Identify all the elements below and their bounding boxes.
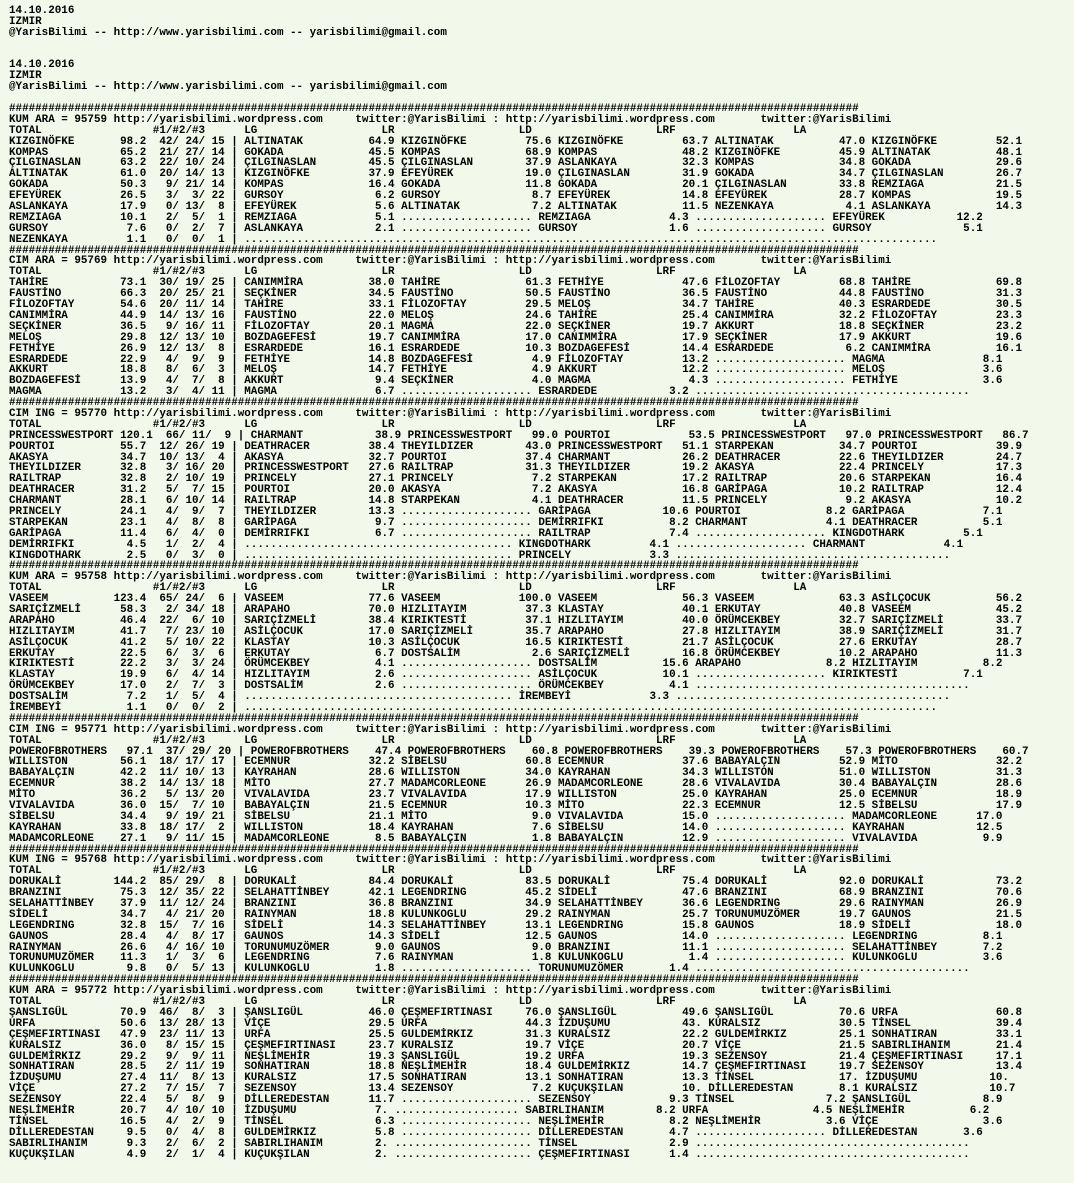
- text-line: KUM ARA = 95759 http://yarisbilimi.wordpress.com twitter:@YarisBilimi : http://yarisbilimi.wordpress.com twitter:@YarisBilimi: [9, 113, 892, 126]
- text-line: KUM ARA = 95758 http://yarisbilimi.wordpress.com twitter:@YarisBilimi : http://yarisbilimi.wordpress.com twitter:@YarisBilimi: [9, 571, 892, 584]
- text-line: KAYRAHAN 33.8 18/ 17/ 2 | WILLISTON 18.4 KAYRAHAN 7.6 SİBELSU 14.0 .................... KAYRAHAN 12.5: [9, 821, 1003, 834]
- text-line: ##################################################################################################################################: [9, 397, 859, 410]
- text-line: KUÇUKŞILAN 4.9 2/ 1/ 4 | KUÇUKŞILAN 2. ..................... ÇEŞMEFIRTINASI 1.4 ..........................................: [9, 1148, 970, 1161]
- text-line: KIRIKTESTİ 22.2 3/ 3/ 24 | ÖRÜMCEKBEY 4.1 .................... DOSTSALİM 15.6 ARAPAHO 8.2 HIZLITAYIM 8.2: [9, 658, 1003, 671]
- text-line: TOTAL #1/#2/#3 LG LR LD LRF LA: [9, 266, 807, 279]
- text-line: CIM ING = 95770 http://yarisbilimi.wordpress.com twitter:@YarisBilimi : http://yarisbilimi.wordpress.com twitter:@YarisBilimi: [9, 407, 892, 420]
- text-line: STARPEKAN 23.1 4/ 8/ 8 | GARİPAGA 9.7 .................... DEMİRRIFKI 8.2 CHARMANT 4.1 DEATHRACER 5.1: [9, 516, 1003, 529]
- text-line: ÇILGINASLAN 63.2 22/ 10/ 24 | ÇILGINASLAN 45.5 ÇILGINASLAN 37.9 ASLANKAYA 32.3 KOMPAS 34.8 GOKADA 29.6: [9, 157, 1022, 170]
- text-line: ÖRÜMCEKBEY 17.0 2/ 7/ 3 | DOSTSALİM 2.6 .................... ÖRÜMCEKBEY 4.1 ..........................................: [9, 680, 970, 693]
- text-line: TİNSEL 16.5 4/ 2/ 9 | TİNSEL 6.3 .................... NEŞLİMEHİR 8.2 NEŞLİMEHİR 3.6 VİÇE 3.6: [9, 1115, 1003, 1128]
- text-line: SELAHATTİNBEY 37.9 11/ 12/ 24 | BRANZINI 36.8 BRANZINI 34.9 SELAHATTİNBEY 36.6 LEGENDRING 29.6 RAINYMAN 26.9: [9, 898, 1022, 911]
- text-line: AKASYA 34.7 10/ 13/ 4 | AKASYA 32.7 POURTOI 37.4 CHARMANT 26.2 DEATHRACER 22.6 THEYILDIZER 24.7: [9, 451, 1022, 464]
- text-line: [9, 50, 1074, 61]
- text-line: TAHİRE 73.1 30/ 19/ 25 | CANIMMİRA 38.0 TAHİRE 61.3 FETHİYE 47.6 FİLOZOFTAY 68.8 TAHİRE 69.8: [9, 277, 1022, 290]
- text-line: VASEEM 123.4 65/ 24/ 6 | VASEEM 77.6 VASEEM 100.0 VASEEM 56.3 VASEEM 63.3 ASİLÇOCUK 56.2: [9, 593, 1022, 606]
- text-line: SARIÇİZMELİ 58.3 2/ 34/ 18 | ARAPAHO 70.0 HIZLITAYIM 37.3 KLASTAY 40.1 ERKUTAY 40.8 VASEEM 45.2: [9, 603, 1022, 616]
- text-line: CIM ING = 95771 http://yarisbilimi.wordpress.com twitter:@YarisBilimi : http://yarisbilimi.wordpress.com twitter:@YarisBilimi: [9, 723, 892, 736]
- text-line: TOTAL #1/#2/#3 LG LR LD LRF LA: [9, 865, 807, 878]
- text-line: MADAMCORLEONE 27.1 9/ 11/ 15 | MADAMCORLEONE 8.5 BABAYALÇIN 1.8 BABAYALÇIN 12.9 .................... VIVALAVIDA 9.9: [9, 832, 1003, 845]
- text-line: CHARMANT 28.1 6/ 10/ 14 | RAILTRAP 14.8 STARPEKAN 4.1 DEATHRACER 11.5 PRINCELY 9.2 AKASYA 10.2: [9, 495, 1022, 508]
- text-line: [9, 39, 1074, 50]
- text-line: LEGENDRING 32.8 15/ 7/ 16 | SİDELİ 14.3 SELAHATTİNBEY 13.1 LEGENDRING 15.8 GAUNOS 18.9 SİDELİ 18.0: [9, 919, 1022, 932]
- text-line: TOTAL #1/#2/#3 LG LR LD LRF LA: [9, 418, 807, 431]
- text-line: GULDEMİRKIZ 29.2 9/ 9/ 11 | NEŞLİMEHİR 19.3 ŞANSLIGÜL 19.2 URFA 19.3 SEZENSOY 21.4 ÇEŞMEFIRTINASI 17.1: [9, 1050, 1022, 1063]
- text-line: REMZIAGA 10.1 2/ 5/ 1 | REMZIAGA 5.1 .................... REMZIAGA 4.3 .................... EFEYÜREK 12.2: [9, 211, 983, 224]
- text-line: GARİPAGA 11.4 6/ 4/ 0 | DEMİRRIFKI 6.7 .................... RAILTRAP 7.4 .................... KINGDOTHARK 5.1: [9, 527, 983, 540]
- text-line: FAUSTİNO 66.3 20/ 25/ 21 | SEÇKİNER 34.5 FAUSTİNO 50.5 FAUSTİNO 36.5 FAUSTİNO 44.8 FAUSTİNO 31.3: [9, 288, 1022, 301]
- text-line: ŞANSLIGÜL 70.9 46/ 8/ 3 | ŞANSLIGÜL 46.0 ÇEŞMEFIRTINASI 76.0 ŞANSLIGÜL 49.6 ŞANSLIGÜL 70.6 URFA 60.8: [9, 1006, 1022, 1019]
- text-line: EFEYÜREK 26.5 3/ 3/ 22 | GURSOY 6.2 GURSOY 8.7 EFEYÜREK 14.8 EFEYÜREK 28.7 KOMPAS 19.5: [9, 190, 1022, 203]
- text-line: ASLANKAYA 17.9 0/ 13/ 8 | EFEYÜREK 5.6 ALTINATAK 7.2 ALTINATAK 11.5 NEZENKAYA 4.1 ASLANKAYA 14.3: [9, 201, 1022, 214]
- text-line: GURSOY 7.6 0/ 2/ 7 | ASLANKAYA 2.1 .................... GURSOY 1.6 .................... GURSOY 5.1: [9, 222, 983, 235]
- text-line: MAGMA 13.2 3/ 4/ 11 | MAGMA 6.7 .................... ESRARDEDE 3.2 ..........................................: [9, 386, 970, 399]
- text-line: PRINCELY 24.1 4/ 9/ 7 | THEYILDIZER 13.3 .................... GARİPAGA 10.6 POURTOI 8.2 GARİPAGA 7.1: [9, 505, 1003, 518]
- text-line: TOTAL #1/#2/#3 LG LR LD LRF LA: [9, 582, 807, 595]
- text-line: İREMBEYİ 1.1 0/ 0/ 2 | ..........................................................................................................: [9, 702, 938, 714]
- text-line: CANIMMİRA 44.9 14/ 13/ 16 | FAUSTİNO 22.0 MELOŞ 24.6 TAHİRE 25.4 CANIMMİRA 32.2 FİLOZOFTAY 23.3: [9, 309, 1022, 322]
- text-line: @YarisBilimi -- http://www.yarisbilimi.com -- yarisbilimi@gmail.com: [9, 81, 447, 94]
- text-line: ESRARDEDE 22.9 4/ 9/ 9 | FETHİYE 14.8 BOZDAGEFESİ 4.9 FİLOZOFTAY 13.2 .................... MAGMA 8.1: [9, 353, 1003, 366]
- text-line: GAUNOS 28.4 4/ 8/ 17 | GAUNOS 14.3 SİDELİ 12.5 GAUNOS 14.0 .................... LEGENDRING 8.1: [9, 930, 1003, 943]
- text-line: VIVALAVIDA 36.0 15/ 7/ 10 | BABAYALÇIN 21.5 ECEMNUR 10.3 MİTO 22.3 ECEMNUR 12.5 SİBELSU 17.9: [9, 800, 1022, 813]
- text-line: SİBELSU 34.4 9/ 19/ 21 | SİBELSU 21.1 MİTO 9.0 VIVALAVIDA 15.0 .................... MADAMCORLEONE 17.0: [9, 810, 1003, 823]
- text-line: KIZGINÖFKE 98.2 42/ 24/ 15 | ALTINATAK 64.9 KIZGINÖFKE 75.6 KIZGINÖFKE 63.7 ALTINATAK 47.0 KIZGINÖFKE 52.1: [9, 135, 1022, 148]
- text-line: RAILTRAP 32.8 2/ 10/ 19 | PRINCELY 27.1 PRINCELY 7.2 STARPEKAN 17.2 RAILTRAP 20.6 STARPEKAN 16.4: [9, 473, 1022, 486]
- text-line: ##################################################################################################################################: [9, 843, 859, 856]
- text-line: WILLISTON 56.1 18/ 17/ 17 | ECEMNUR 32.2 SİBELSU 60.8 ECEMNUR 37.6 BABAYALÇIN 52.9 MİTO 32.2: [9, 756, 1022, 769]
- text-line: DORUKALİ 144.2 85/ 29/ 8 | DORUKALİ 84.4 DORUKALİ 83.5 DORUKALİ 75.4 DORUKALİ 92.0 DORUKALİ 73.2: [9, 876, 1022, 889]
- text-line: BOZDAGEFESİ 13.9 4/ 7/ 8 | AKKURT 9.4 SEÇKİNER 4.0 MAGMA 4.3 .................... FETHİYE 3.6: [9, 375, 1003, 388]
- text-line: ##################################################################################################################################: [9, 712, 859, 725]
- text-line: IZMIR: [9, 70, 42, 83]
- text-line: 14.10.2016: [9, 59, 75, 72]
- text-line: SONHATIRAN 28.5 2/ 11/ 19 | SONHATIRAN 18.8 NEŞLİMEHİR 18.4 GULDEMİRKIZ 14.7 ÇEŞMEFIRTINASI 19.7 SEZENSOY 13.4: [9, 1061, 1022, 1074]
- text-line: KOMPAS 65.2 21/ 27/ 14 | GOKADA 45.5 KOMPAS 68.9 KOMPAS 48.2 KIZGINÖFKE 45.9 ALTINATAK 48.1: [9, 146, 1022, 159]
- text-line: NEŞLİMEHİR 20.7 4/ 10/ 10 | İZDUŞUMU 7. ................... SABIRLIHANIM 8.2 URFA 4.5 NEŞLİMEHİR 6.2: [9, 1104, 990, 1117]
- text-line: TOTAL #1/#2/#3 LG LR LD LRF LA: [9, 734, 807, 747]
- text-line: 14.10.2016: [9, 5, 75, 17]
- text-line: MELOŞ 29.8 12/ 13/ 10 | BOZDAGEFESİ 19.7 CANIMMİRA 17.0 CANIMMİRA 17.9 SEÇKİNER 17.9 AKKURT 19.6: [9, 331, 1022, 344]
- text-line: THEYILDIZER 32.8 3/ 16/ 20 | PRINCESSWESTPORT 27.6 RAILTRAP 31.3 THEYILDIZER 19.2 AKASYA 22.4 PRINCELY 17.3: [9, 462, 1022, 475]
- text-line: RAINYMAN 26.6 4/ 16/ 10 | TORUNUMUZÖMER 9.0 GAUNOS 9.0 BRANZINI 11.1 .................... SELAHATTİNBEY 7.2: [9, 941, 1003, 954]
- text-line: ECEMNUR 38.2 14/ 13/ 18 | MİTO 27.7 MADAMCORLEONE 26.9 MADAMCORLEONE 28.6 VIVALAVIDA 30.4 BABAYALÇIN 28.6: [9, 778, 1022, 791]
- text-line: DEATHRACER 31.2 5/ 7/ 15 | POURTOI 20.0 AKASYA 7.2 AKASYA 16.8 GARİPAGA 10.2 RAILTRAP 12.4: [9, 484, 1022, 497]
- text-line: PRINCESSWESTPORT 120.1 66/ 11/ 9 | CHARMANT 38.9 PRINCESSWESTPORT 99.0 POURTOI 53.5 PRINCESSWESTPORT 97.0 PRINCESSWESTPORT 86.7: [9, 429, 1029, 442]
- text-line: ##################################################################################################################################: [9, 974, 859, 987]
- text-line: ERKUTAY 22.5 6/ 3/ 6 | ERKUTAY 6.7 DOSTSALİM 2.6 SARIÇİZMELİ 16.8 ÖRÜMCEKBEY 10.2 ARAPAHO 11.3: [9, 647, 1022, 660]
- text-line: POURTOI 55.7 12/ 26/ 19 | DEATHRACER 38.4 THEYILDIZER 43.0 PRINCESSWESTPORT 51.1 STARPEKAN 34.7 POURTOI 39.9: [9, 440, 1022, 453]
- text-line: URFA 50.6 13/ 28/ 13 | VİÇE 29.5 URFA 44.3 İZDUŞUMU 43. KURALSIZ 30.5 TİNSEL 39.4: [9, 1017, 1022, 1030]
- text-line: ASİLÇOCUK 41.2 5/ 10/ 22 | KLASTAY 10.3 ASİLÇOCUK 16.5 KIRIKTESTİ 21.7 ASİLÇOCUK 27.6 ERKUTAY 28.7: [9, 636, 1022, 649]
- text-line: FİLOZOFTAY 54.6 20/ 11/ 14 | TAHİRE 33.1 FİLOZOFTAY 29.5 MELOŞ 34.7 TAHİRE 40.3 ESRARDEDE 30.5: [9, 299, 1022, 312]
- text-line: BABAYALÇIN 42.2 11/ 10/ 13 | KAYRAHAN 28.6 WILLISTON 34.0 KAYRAHAN 34.3 WILLISTON 51.0 WILLISTON 31.3: [9, 767, 1022, 780]
- text-line: ÇEŞMEFIRTINASI 47.9 23/ 11/ 13 | URFA 25.5 GULDEMİRKIZ 31.3 KURALSIZ 22.2 GULDEMİRKIZ 25.1 SONHATIRAN 33.1: [9, 1028, 1022, 1041]
- text-line: POWEROFBROTHERS 97.1 37/ 29/ 20 | POWEROFBROTHERS 47.4 POWEROFBROTHERS 60.8 POWEROFBROTHERS 39.3 POWEROFBROTHERS 57.3 POWEROFBROTHERS 60.7: [9, 745, 1029, 758]
- text-line: HIZLITAYIM 41.7 7/ 23/ 10 | ASİLÇOCUK 17.0 SARIÇİZMELİ 35.7 ARAPAHO 27.8 HIZLITAYIM 38.9 SARIÇİZMELİ 31.7: [9, 625, 1022, 638]
- text-line: DİLLEREDESTAN 9.5 0/ 4/ 8 | GULDEMİRKIZ 5.8 .................... DİLLEREDESTAN 4.7 .................... DİLLEREDESTAN 3.6: [9, 1126, 983, 1139]
- text-line: CIM ARA = 95769 http://yarisbilimi.wordpress.com twitter:@YarisBilimi : http://yarisbilimi.wordpress.com twitter:@YarisBilimi: [9, 255, 892, 268]
- text-line: DOSTSALİM 7.2 1/ 5/ 4 | ......................................... İREMBEYİ 3.3 ..........................................: [9, 691, 951, 704]
- text-line: İZDUŞUMU 27.4 11/ 8/ 13 | KURALSIZ 17.5 SONHATIRAN 13.1 SONHATIRAN 13.3 TİNSEL 17. İZDUŞUMU 10.: [9, 1072, 1009, 1085]
- text-line: DEMİRRIFKI 4.5 1/ 2/ 4 | ......................................... KINGDOTHARK 4.1 .................... CHARMANT 4.1: [9, 538, 964, 551]
- text-line: SEÇKİNER 36.5 9/ 16/ 11 | FİLOZOFTAY 20.1 MAGMA 22.0 SEÇKİNER 19.7 AKKURT 18.8 SEÇKİNER 23.2: [9, 320, 1022, 333]
- text-line: SEZENSOY 22.4 5/ 8/ 9 | DİLLEREDESTAN 11.7 .................... SEZENSOY 9.3 TİNSEL 7.2 ŞANSLIGÜL 8.9: [9, 1094, 1003, 1107]
- text-line: BRANZINI 75.3 12/ 35/ 22 | SELAHATTİNBEY 42.1 LEGENDRING 45.2 SİDELİ 47.6 BRANZINI 68.9 BRANZINI 70.6: [9, 887, 1022, 900]
- text-line: ##################################################################################################################################: [9, 103, 859, 116]
- text-line: TOTAL #1/#2/#3 LG LR LD LRF LA: [9, 996, 807, 1009]
- text-line: KULUNKOGLU 9.8 0/ 5/ 13 | KULUNKOGLU 1.8 .................... TORUNUMUZÖMER 1.4 ..........................................: [9, 963, 970, 976]
- text-line: KUM ARA = 95772 http://yarisbilimi.wordpress.com twitter:@YarisBilimi : http://yarisbilimi.wordpress.com twitter:@YarisBilimi: [9, 985, 892, 998]
- text-line: AKKURT 18.8 8/ 6/ 3 | MELOŞ 14.7 FETHİYE 4.9 AKKURT 12.2 .................... MELOŞ 3.6: [9, 364, 1003, 377]
- text-line: ARAPAHO 46.4 22/ 6/ 10 | SARIÇİZMELİ 38.4 KIRIKTESTİ 37.1 HIZLITAYIM 40.0 ÖRÜMCEKBEY 32.7 SARIÇİZMELİ 33.7: [9, 614, 1022, 627]
- text-line: ALTINATAK 61.0 20/ 14/ 13 | KIZGINÖFKE 37.9 EFEYÜREK 19.0 ÇILGINASLAN 31.9 GOKADA 34.7 ÇILGINASLAN 26.7: [9, 168, 1022, 181]
- text-line: SABIRLIHANIM 9.3 2/ 6/ 2 | SABIRLIHANIM 2. ..................... TİNSEL 2.9 ..........................................: [9, 1137, 970, 1150]
- text-line: KLASTAY 19.9 6/ 4/ 14 | HIZLITAYIM 2.6 .................... ASİLÇOCUK 10.1 .................... KIRIKTESTİ 7.1: [9, 669, 983, 682]
- text-line: MİTO 36.2 5/ 13/ 20 | VIVALAVIDA 23.7 VIVALAVIDA 17.9 WILLISTON 25.0 KAYRAHAN 25.0 ECEMNUR 18.9: [9, 789, 1022, 802]
- text-line: NEZENKAYA 1.1 0/ 0/ 1 | ..........................................................................................................: [9, 233, 938, 246]
- text-line: GOKADA 50.3 9/ 21/ 14 | KOMPAS 16.4 GOKADA 11.8 GOKADA 20.1 ÇILGINASLAN 33.8 REMZIAGA 21.5: [9, 179, 1022, 192]
- text-line: FETHİYE 26.9 12/ 13/ 8 | ESRARDEDE 16.1 ESRARDEDE 10.3 BOZDAGEFESİ 14.4 ESRARDEDE 6.2 CANIMMİRA 16.1: [9, 342, 1022, 355]
- text-line: IZMIR: [9, 15, 42, 28]
- text-line: ##################################################################################################################################: [9, 560, 859, 573]
- text-line: KURALSIZ 36.0 8/ 15/ 15 | ÇEŞMEFIRTINASI 23.7 KURALSIZ 19.7 VİÇE 20.7 VİÇE 21.5 SABIRLIHANIM 21.4: [9, 1039, 1022, 1052]
- text-line: KINGDOTHARK 2.5 0/ 3/ 0 | ......................................... PRINCELY 3.3 ..........................................: [9, 549, 951, 562]
- text-line: VİÇE 27.2 7/ 15/ 7 | SEZENSOY 13.4 SEZENSOY 7.2 KUÇUKŞILAN 10. DİLLEREDESTAN 8.1 KURALSIZ 10.7: [9, 1083, 1016, 1096]
- text-line: TOTAL #1/#2/#3 LG LR LD LRF LA: [9, 124, 807, 137]
- text-line: @YarisBilimi -- http://www.yarisbilimi.com -- yarisbilimi@gmail.com: [9, 26, 447, 39]
- text-line: KUM ING = 95768 http://yarisbilimi.wordpress.com twitter:@YarisBilimi : http://yarisbilimi.wordpress.com twitter:@YarisBilimi: [9, 854, 892, 867]
- text-line: SİDELİ 34.7 4/ 21/ 20 | RAINYMAN 18.8 KULUNKOGLU 29.2 RAINYMAN 25.7 TORUNUMUZÖMER 19.7 GAUNOS 21.5: [9, 908, 1022, 921]
- text-line: TORUNUMUZÖMER 11.3 1/ 3/ 6 | LEGENDRING 7.6 RAINYMAN 1.8 KULUNKOGLU 1.4 .................... KULUNKOGLU 3.6: [9, 952, 1003, 965]
- text-line: ##################################################################################################################################: [9, 244, 859, 257]
